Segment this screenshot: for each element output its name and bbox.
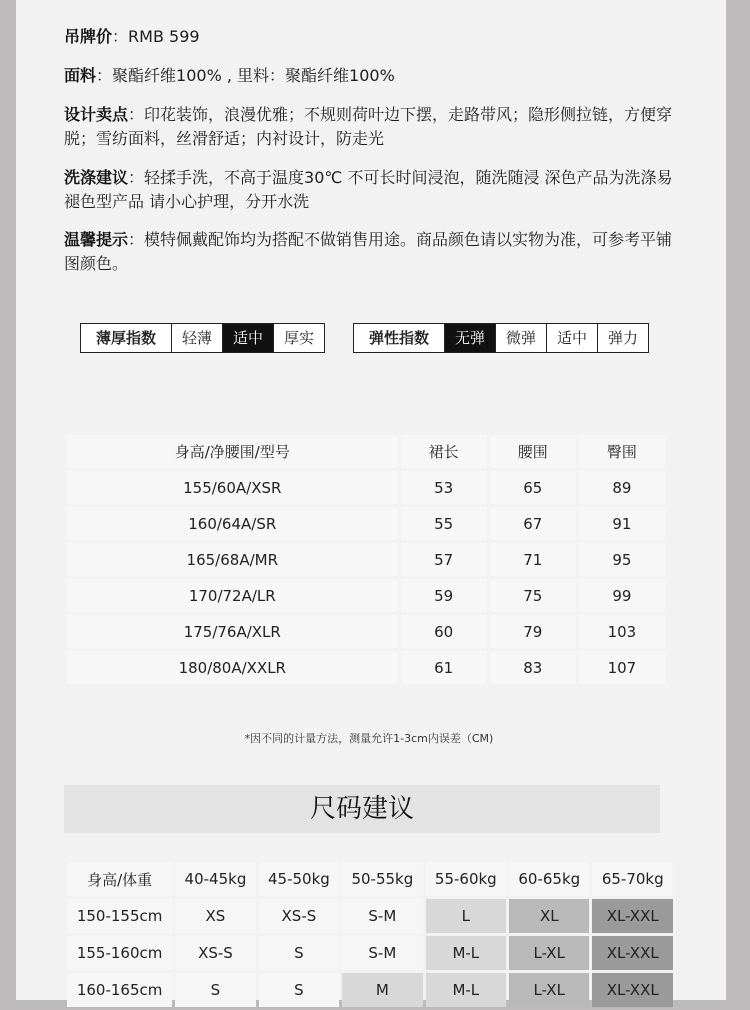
size-cell: 67 [490,507,576,540]
size-chart-header [67,435,665,468]
elasticity-option: 微弹 [495,324,546,352]
rec-cell: XL-XXL [592,973,673,1007]
rec-cell: L-XL [509,973,589,1007]
size-cell: 99 [579,579,665,612]
size-cell: 71 [490,543,576,576]
rec-cell: M-L [426,936,506,970]
table-row [67,936,673,970]
table-row [67,471,665,504]
rec-cell: XL [509,899,589,933]
header-cell: 60-65kg [509,862,589,896]
table-row [67,543,665,576]
table-row [67,579,665,612]
rec-cell: XS-S [259,899,339,933]
rec-cell: XS-S [175,936,255,970]
elasticity-option: 无弹 [444,324,495,352]
header-cell: 50-55kg [342,862,422,896]
size-cell: 57 [401,543,487,576]
size-recommendation-table [64,859,676,1010]
info-tips: 温馨提示：模特佩戴配饰均为搭配不做销售用途。商品颜色请以实物为准，可参考平铺图颜色。 [64,230,673,273]
info-price: 吊牌价：RMB 599 [64,27,200,46]
rec-cell: S-M [342,899,422,933]
size-cell: 180/80A/XXLR [67,651,398,684]
thickness-option: 轻薄 [171,324,222,352]
rec-cell: L [426,899,506,933]
rec-cell: M [342,973,422,1007]
measurement-note: *因不同的计量方法，测量允许1-3cm内误差（CM) [244,732,494,745]
header-cell: 身高/净腰围/型号 [67,435,398,468]
rec-cell: S [175,973,255,1007]
rec-cell: 160-165cm [67,973,172,1007]
size-cell: 160/64A/SR [67,507,398,540]
rec-cell: 155-160cm [67,936,172,970]
size-chart-table [64,432,668,687]
header-cell: 身高/体重 [67,862,172,896]
table-row [67,615,665,648]
rec-cell: XS [175,899,255,933]
info-fabric: 面料：聚酯纤维100% , 里料：聚酯纤维100% [64,66,395,85]
size-cell: 95 [579,543,665,576]
thickness-index [80,323,325,353]
rec-cell: S [259,936,339,970]
header-cell: 40-45kg [175,862,255,896]
info-design: 设计卖点：印花装饰，浪漫优雅；不规则荷叶边下摆，走路带风；隐形侧拉链，方便穿脱；雪纺面料，丝滑舒适；内衬设计，防走光 [64,105,673,148]
size-cell: 55 [401,507,487,540]
elasticity-index [353,323,649,353]
rec-cell: L-XL [509,936,589,970]
table-row [67,899,673,933]
header-cell: 腰围 [490,435,576,468]
header-cell: 45-50kg [259,862,339,896]
rec-cell: XL-XXL [592,936,673,970]
rec-cell: S [259,973,339,1007]
size-cell: 107 [579,651,665,684]
elasticity-option: 适中 [546,324,597,352]
size-cell: 59 [401,579,487,612]
rec-cell: XL-XXL [592,899,673,933]
size-cell: 103 [579,615,665,648]
header-cell: 臀围 [579,435,665,468]
info-washing: 洗涤建议：轻揉手洗，不高于温度30℃ 不可长时间浸泡，随洗随浸 深色产品为洗涤易褪色型产品 请小心护理，分开水洗 [64,168,673,211]
size-cell: 165/68A/MR [67,543,398,576]
size-cell: 75 [490,579,576,612]
recommendation-header [67,862,673,896]
rec-cell: M-L [426,973,506,1007]
thickness-option: 厚实 [273,324,324,352]
rec-cell: S-M [342,936,422,970]
elasticity-title: 弹性指数 [354,324,444,352]
table-row [67,507,665,540]
size-cell: 83 [490,651,576,684]
header-cell: 裙长 [401,435,487,468]
size-cell: 60 [401,615,487,648]
size-cell: 155/60A/XSR [67,471,398,504]
thickness-title: 薄厚指数 [81,324,171,352]
header-cell: 55-60kg [426,862,506,896]
size-cell: 91 [579,507,665,540]
size-recommendation-title: 尺码建议 [64,785,660,833]
size-cell: 175/76A/XLR [67,615,398,648]
elasticity-option: 弹力 [597,324,648,352]
table-row [67,651,665,684]
thickness-option: 适中 [222,324,273,352]
size-cell: 53 [401,471,487,504]
table-row [67,973,673,1007]
size-cell: 65 [490,471,576,504]
size-cell: 61 [401,651,487,684]
size-cell: 79 [490,615,576,648]
header-cell: 65-70kg [592,862,673,896]
rec-cell: 150-155cm [67,899,172,933]
size-cell: 170/72A/LR [67,579,398,612]
size-cell: 89 [579,471,665,504]
